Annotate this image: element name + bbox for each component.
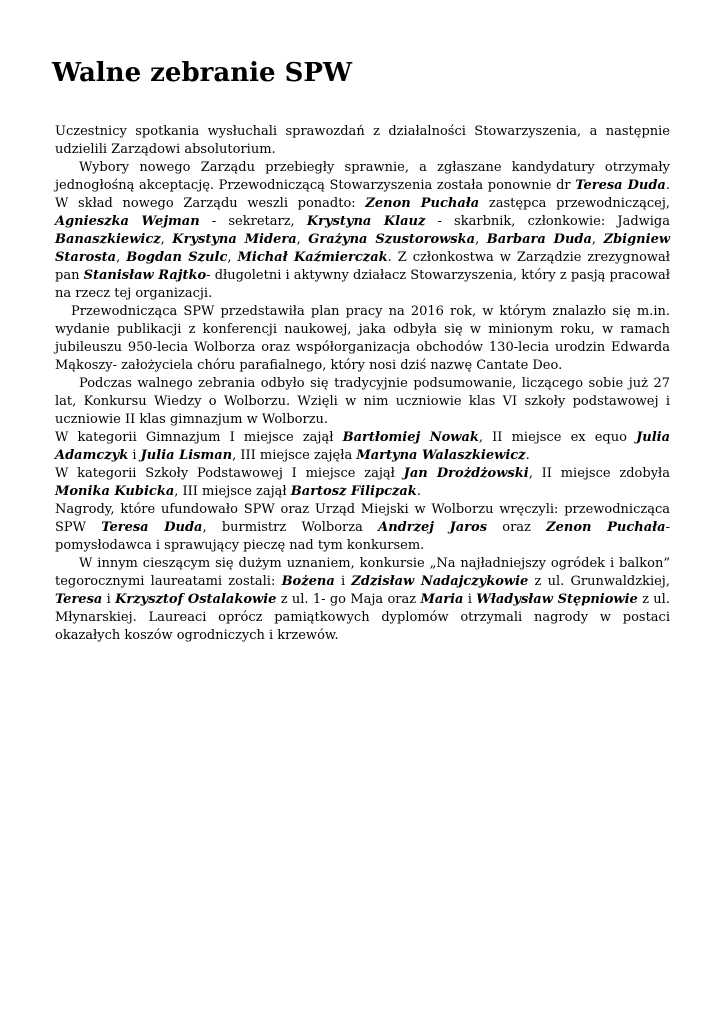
paragraph-text: Podczas walnego zebrania odbyło się tradycyjnie podsumowanie, liczącego sobie już 27 lat, Konkursu Wiedzy o Wolborzu. Wzięli w nim uczniowie klas VI szkoły podstawowej i uczniowie II klas gimnazjum w Wolborzu. <box>55 376 670 427</box>
page-title: Walne zebranie SPW <box>52 58 353 88</box>
paragraph-text: i <box>128 448 141 463</box>
paragraph-text: W kategorii Gimnazjum I miejsce zajął <box>55 430 343 445</box>
paragraph-text: . <box>525 448 530 463</box>
paragraph-text: Uczestnicy spotkania wysłuchali sprawozdań z działalności Stowarzyszenia, a następnie udzielili Zarządowi absolutorium. <box>55 124 670 157</box>
paragraph <box>55 159 670 303</box>
paragraph-text: , <box>475 232 487 247</box>
paragraph-text: , III miejsce zajął <box>174 484 291 499</box>
paragraph-text: W innym cieszącym się dużym uznaniem, konkursie „Na najładniejszy ogródek i balkon” tegorocznymi laureatami zostali: <box>55 556 670 589</box>
paragraph-text: . <box>416 484 421 499</box>
paragraph-text: z ul. Grunwaldzkiej, <box>528 574 670 589</box>
paragraph <box>55 123 670 159</box>
person-name: Martyna Walaszkiewicz <box>356 448 526 463</box>
person-name: Krzysztof Ostalakowie <box>115 592 277 607</box>
person-name: Zbigniew Starosta <box>55 232 671 265</box>
paragraph-text: - skarbnik, członkowie: Jadwiga <box>425 214 670 229</box>
paragraph-text: W kategorii Szkoły Podstawowej I miejsce zajął <box>55 466 404 481</box>
paragraph <box>55 555 670 645</box>
person-name: Barbara Duda <box>486 232 592 247</box>
person-name: Krystyna Klauz <box>306 214 426 229</box>
paragraph-text: , II miejsce ex equo <box>478 430 637 445</box>
paragraph-text: - pomysłodawca i sprawujący pieczę nad tym konkursem. <box>55 520 670 553</box>
paragraph <box>55 501 670 555</box>
paragraph-text: , <box>160 232 173 247</box>
person-name: Jan Drożdżowski <box>403 466 529 481</box>
paragraph-text: , <box>591 232 604 247</box>
paragraph-text: , <box>227 250 238 265</box>
paragraph-text: , III miejsce zajęła <box>232 448 357 463</box>
person-name: Andrzej Jaros <box>378 520 488 535</box>
person-name: Krystyna Midera <box>172 232 297 247</box>
paragraph-text: Nagrody, które ufundowało SPW oraz Urząd Miejski w Wolborzu wręczyli: przewodnicząca SPW <box>55 502 670 535</box>
person-name: Zdzisław Nadajczykowie <box>351 574 529 589</box>
person-name: Bogdan Szulc <box>126 250 228 265</box>
person-name: Teresa Duda <box>101 520 203 535</box>
person-name: Agnieszka Wejman <box>55 214 200 229</box>
person-name: Teresa <box>55 592 103 607</box>
paragraph-text: , <box>296 232 309 247</box>
paragraph-text: i <box>463 592 477 607</box>
person-name: Monika Kubicka <box>55 484 175 499</box>
paragraph-text: Wybory nowego Zarządu przebiegły sprawnie, a zgłaszane kandydatury otrzymały jednogłośną akceptację. Przewodniczącą Stowarzyszenia została ponownie dr <box>55 160 670 193</box>
person-name: Bożena <box>281 574 335 589</box>
paragraph-text: Przewodnicząca SPW przedstawiła plan pracy na 2016 rok, w którym znalazło się m.in. wydanie publikacji z konferencji naukowej, jaka odbyła się w minionym roku, w ramach jubileuszu 950-lecia Wolborza oraz współorganizacja obchodów 130-lecia urodzin Edwarda Mąkoszy- założyciela chóru parafialnego, który nosi dziś nazwę Cantate Deo. <box>55 304 670 373</box>
paragraph-text: zastępca przewodniczącej, <box>479 196 670 211</box>
paragraph <box>55 375 670 429</box>
paragraph-text: - długoletni i aktywny działacz Stowarzyszenia, który z pasją pracował na rzecz tej organizacji. <box>55 268 671 301</box>
article-body <box>55 123 670 645</box>
paragraph-text: , burmistrz Wolborza <box>202 520 379 535</box>
paragraph-text: , <box>116 250 127 265</box>
paragraph-text: , II miejsce zdobyła <box>528 466 670 481</box>
person-name: Maria <box>420 592 464 607</box>
person-name: Michał Kaźmierczak <box>237 250 388 265</box>
paragraph-text: z ul. Młynarskiej. Laureaci oprócz pamiątkowych dyplomów otrzymali nagrody w postaci okazałych koszów ogrodniczych i krzewów. <box>55 592 670 643</box>
paragraph-text: . W skład nowego Zarządu weszli ponadto: <box>55 178 670 211</box>
person-name: Zenon Puchała <box>365 196 480 211</box>
person-name: Stanisław Rajtko <box>83 268 207 283</box>
person-name: Julia Adamczyk <box>55 430 670 463</box>
paragraph-text: z ul. 1- go Maja oraz <box>276 592 421 607</box>
paragraph-text: . Z członkostwa w Zarządzie zrezygnował pan <box>55 250 670 283</box>
person-name: Zenon Puchała <box>546 520 666 535</box>
paragraph-text: - sekretarz, <box>199 214 307 229</box>
person-name: Julia Lisman <box>140 448 233 463</box>
person-name: Władysław Stępniowie <box>476 592 638 607</box>
person-name: Banaszkiewicz <box>55 232 161 247</box>
paragraph-text: i <box>334 574 352 589</box>
person-name: Teresa Duda <box>575 178 666 193</box>
person-name: Grażyna Szustorowska <box>308 232 476 247</box>
person-name: Bartosz Filipczak <box>290 484 417 499</box>
paragraph-text: i <box>102 592 116 607</box>
paragraph <box>55 429 670 465</box>
paragraph <box>55 465 670 501</box>
person-name: Bartłomiej Nowak <box>342 430 479 445</box>
paragraph-text: oraz <box>487 520 547 535</box>
paragraph <box>55 303 670 375</box>
